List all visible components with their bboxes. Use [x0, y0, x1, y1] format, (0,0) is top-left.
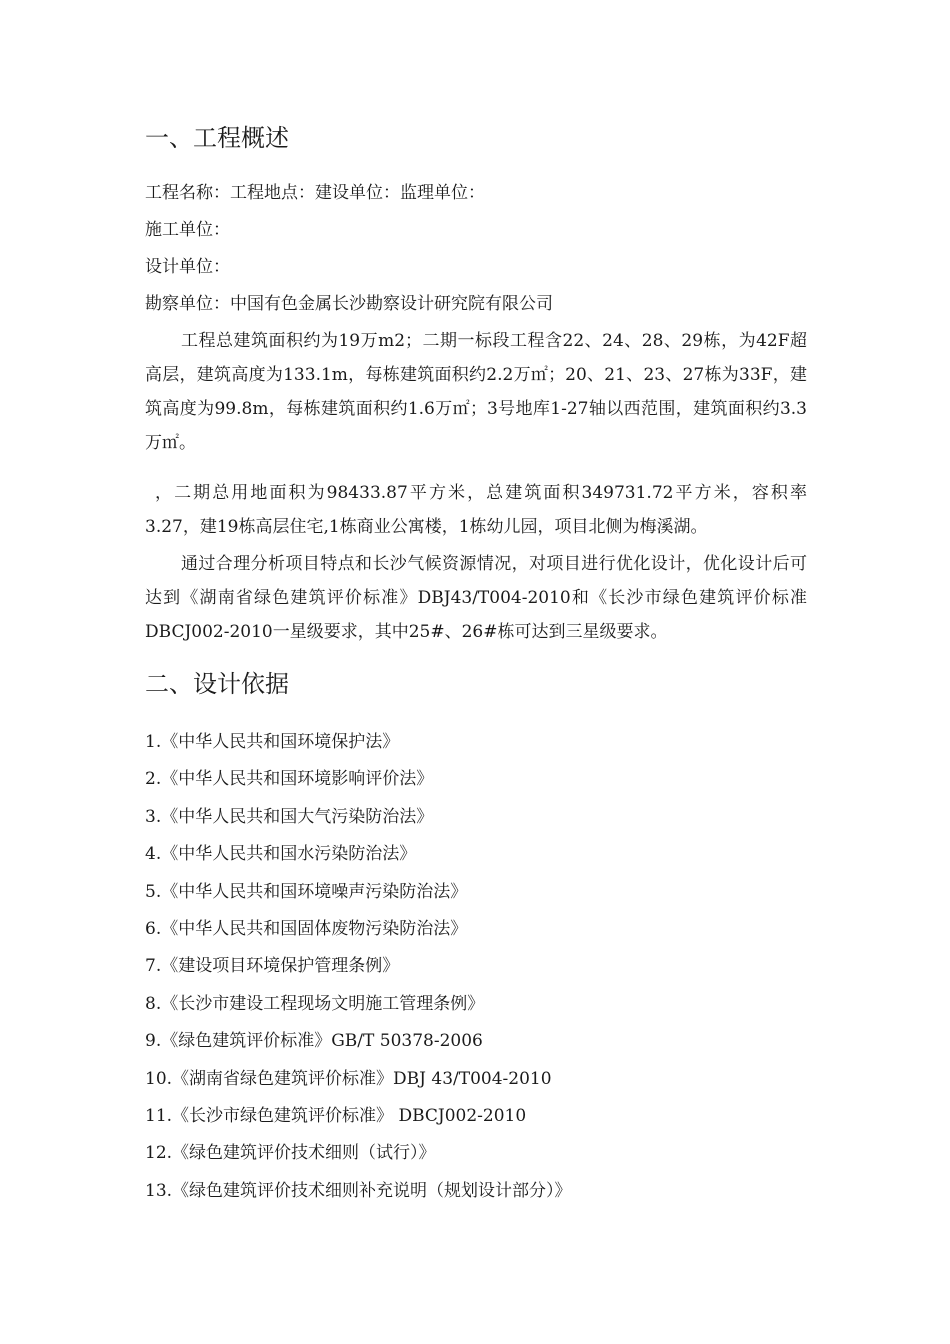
list-item: 11.《长沙市绿色建筑评价标准》 DBCJ002-2010 [145, 1105, 527, 1126]
section-heading-overview: 一、工程概述 [145, 124, 289, 152]
section-heading-design-basis: 二、设计依据 [145, 670, 289, 698]
reference-list [145, 724, 572, 1210]
overview-paragraph-target: 通过合理分析项目特点和长沙气候资源情况，对项目进行优化设计，优化设计后可达到《湖南省绿色建筑评价标准》DBJ43/T004-2010和《长沙市绿色建筑评价标准DBCJ002-2010一星级要求，其中25#、26#栋可达到三星级要求。 [145, 554, 807, 642]
survey-unit-line: 勘察单位：中国有色金属长沙勘察设计研究院有限公司 [145, 294, 553, 314]
list-item: 3.《中华人民共和国大气污染防治法》 [145, 806, 434, 827]
list-item: 9.《绿色建筑评价标准》GB/T 50378-2006 [145, 1031, 483, 1052]
project-info-line: 工程名称：工程地点：建设单位：监理单位： [145, 183, 485, 203]
list-item: 7.《建设项目环境保护管理条例》 [145, 956, 400, 977]
construction-unit-line: 施工单位： [145, 220, 230, 240]
list-item: 4.《中华人民共和国水污染防治法》 [145, 844, 417, 865]
list-item: 10.《湖南省绿色建筑评价标准》DBJ 43/T004-2010 [145, 1068, 552, 1089]
list-item: 2.《中华人民共和国环境影响评价法》 [145, 769, 434, 790]
list-item: 5.《中华人民共和国环境噪声污染防治法》 [145, 881, 468, 902]
list-item: 6.《中华人民共和国固体废物污染防治法》 [145, 918, 468, 939]
design-unit-line: 设计单位： [145, 257, 230, 277]
list-item: 1.《中华人民共和国环境保护法》 [145, 732, 400, 752]
list-item: 8.《长沙市建设工程现场文明施工管理条例》 [145, 993, 485, 1014]
list-item: 12.《绿色建筑评价技术细则（试行）》 [145, 1143, 436, 1164]
overview-paragraph-area: 工程总建筑面积约为19万m2；二期一标段工程含22、24、28、29栋，为42F超高层，建筑高度为133.1m，每栋建筑面积约2.2万㎡；20、21、23、27栋为33F，建筑高度为99.8m，每栋建筑面积约1.6万㎡；3号地库1-27轴以西范围，建筑面积约3.3万㎡。 [145, 331, 807, 453]
overview-paragraph-land: ，二期总用地面积为98433.87平方米，总建筑面积349731.72平方米，容积率3.27，建19栋高层住宅,1栋商业公寓楼，1栋幼儿园，项目北侧为梅溪湖。 [145, 483, 807, 537]
list-item: 13.《绿色建筑评价技术细则补充说明（规划设计部分）》 [145, 1180, 572, 1201]
